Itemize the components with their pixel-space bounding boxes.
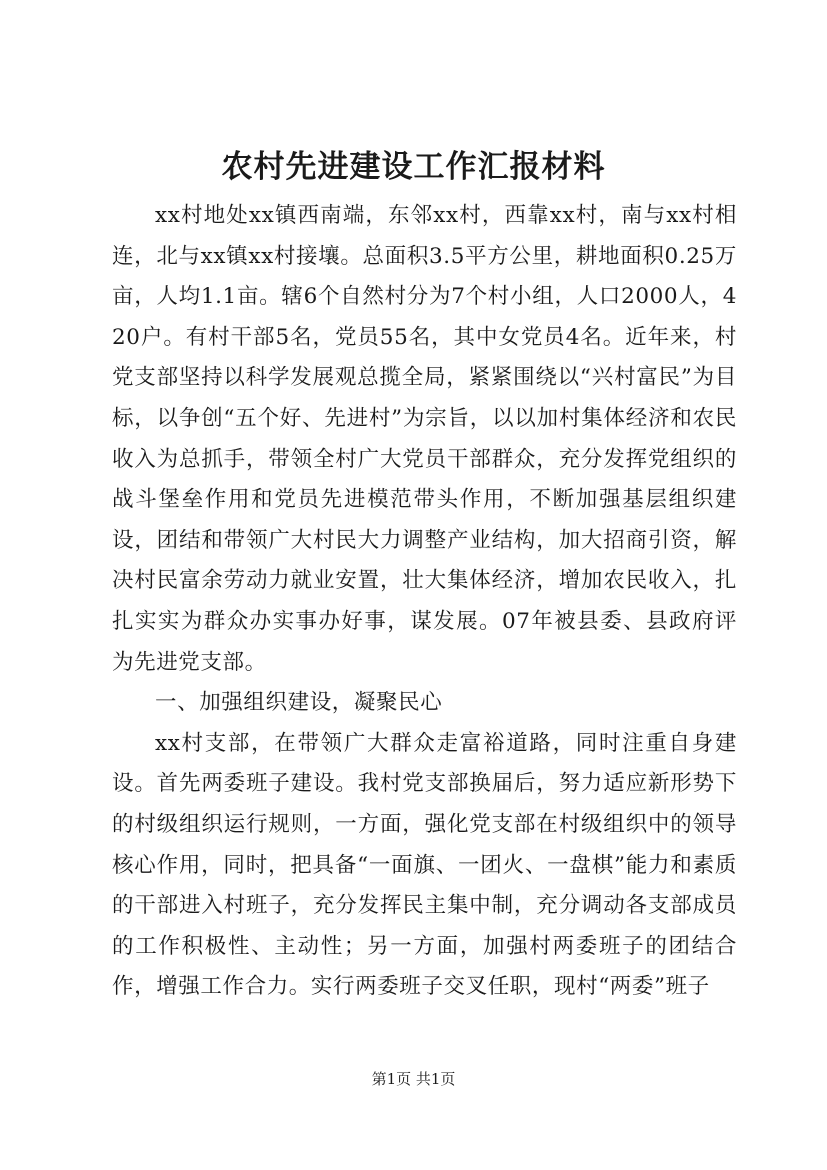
intro-paragraph: xx村地处xx镇西南端，东邻xx村，西靠xx村，南与xx村相连，北与xx镇xx村接壤。总面积3.5平方公里，耕地面积0.25万亩，人均1.1亩。辖6个自然村分为7个村小组，人口2000人，420户。有村干部5名，党员55名，其中女党员4名。近年来，村党支部坚持以科学发展观总揽全局，紧紧围绕以“兴村富民”为目标，以争创“五个好、先进村”为宗旨，以以加村集体经济和农民收入为总抓手，带领全村广大党员干部群众，充分发挥党组织的战斗堡垒作用和党员先进模范带头作用，不断加强基层组织建设，团结和带领广大村民大力调整产业结构，加大招商引资，解决村民富余劳动力就业安置，壮大集体经济，增加农民收入，扎扎实实为群众办实事办好事，谋发展。07年被县委、县政府评为先进党支部。 (112, 203, 737, 675)
page-title: 农村先进建设工作汇报材料 (221, 149, 606, 185)
section-paragraph: xx村支部，在带领广大群众走富裕道路，同时注重自身建设。首先两委班子建设。我村党支部换届后，努力适应新形势下的村级组织运行规则，一方面，强化党支部在村级组织中的领导核心作用，同时，把具备“一面旗、一团火、一盘棋”能力和素质的干部进入村班子，充分发挥民主集中制，充分调动各支部成员的工作积极性、主动性；另一方面，加强村两委班子的团结合作，增强工作合力。实行两委班子交叉任职，现村“两委”班子 (112, 730, 737, 1000)
document-body (112, 196, 737, 1008)
section-heading: 一、加强组织建设，凝聚民心 (155, 690, 443, 716)
page-footer: 第1页 共1页 (371, 1070, 456, 1088)
